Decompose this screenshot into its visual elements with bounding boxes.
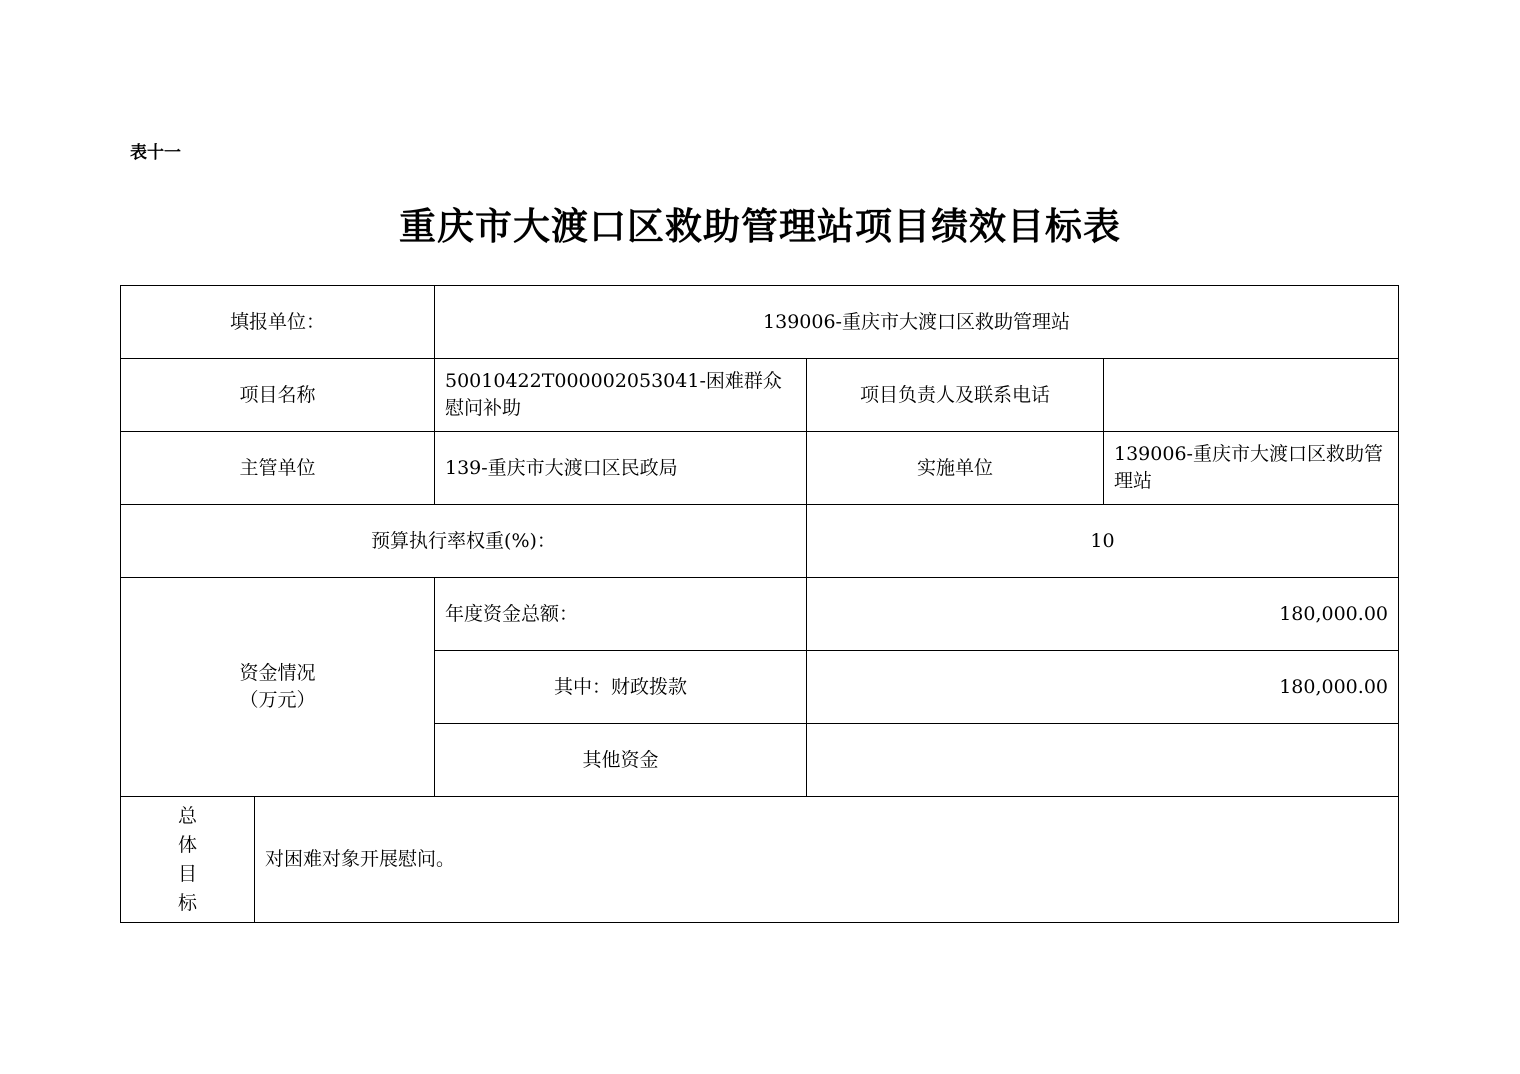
goal-char: 体 [177,833,197,856]
supervisor-value: 139-重庆市大渡口区民政局 [435,432,807,505]
supervisor-label: 主管单位 [121,432,435,505]
funds-label-line1: 资金情况 [239,662,316,684]
overall-goal-label [121,797,255,923]
reporting-unit-label: 填报单位： [121,286,435,359]
implementer-label: 实施单位 [807,432,1104,505]
performance-target-table [120,285,1399,923]
budget-weight-label: 预算执行率权重(%)： [121,505,807,578]
other-funds-label: 其他资金 [435,724,807,797]
project-name-label: 项目名称 [121,359,435,432]
goal-char: 目 [177,862,197,885]
funds-label-line2: （万元） [239,689,316,711]
reporting-unit-value: 139006-重庆市大渡口区救助管理站 [435,286,1399,359]
budget-weight-value: 10 [807,505,1399,578]
document-title: 重庆市大渡口区救助管理站项目绩效目标表 [399,204,1121,248]
fiscal-appropriation-label: 其中：财政拨款 [435,651,807,724]
funds-label [121,578,435,797]
goal-char: 标 [177,891,197,914]
fiscal-appropriation-value: 180,000.00 [807,651,1399,724]
annual-total-label: 年度资金总额： [435,578,807,651]
other-funds-value [807,724,1399,797]
annual-total-value: 180,000.00 [807,578,1399,651]
project-lead-value [1104,359,1399,432]
project-lead-label: 项目负责人及联系电话 [807,359,1104,432]
table-number-label: 表十一 [130,143,181,163]
implementer-value: 139006-重庆市大渡口区救助管理站 [1104,432,1399,505]
overall-goal-value: 对困难对象开展慰问。 [255,797,1399,923]
goal-char: 总 [177,804,197,827]
project-name-value: 50010422T000002053041-困难群众慰问补助 [435,359,807,432]
